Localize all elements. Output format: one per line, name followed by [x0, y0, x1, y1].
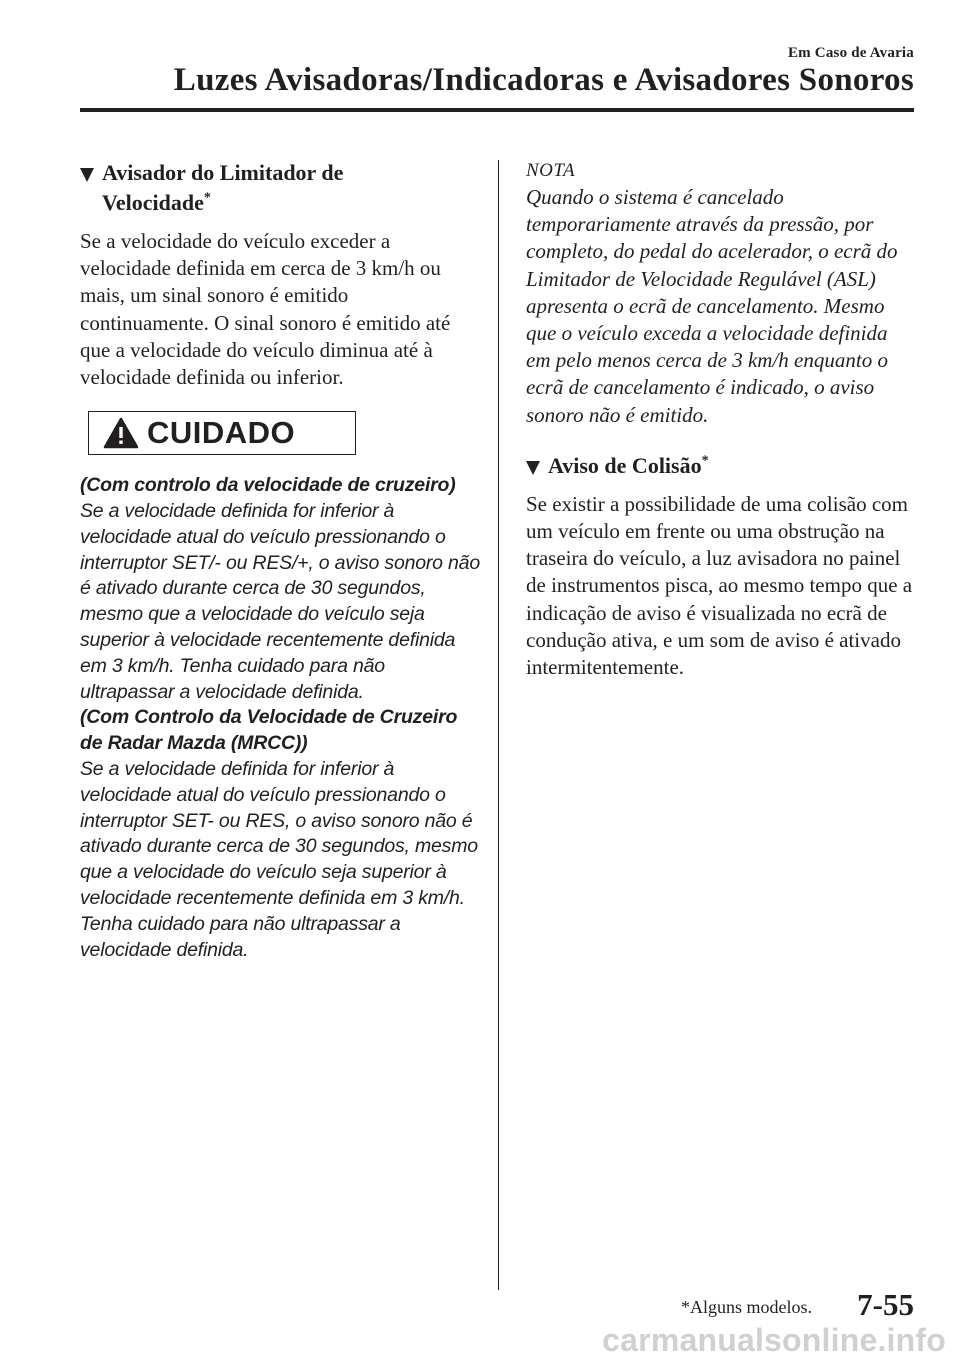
page-number: 7-55	[857, 1287, 914, 1322]
page-title: Luzes Avisadoras/Indicadoras e Avisadores Sonoros	[173, 62, 914, 98]
caution-heading-mrcc: (Com Controlo da Velocidade de Cruzeiro de Radar Mazda (MRCC))	[80, 706, 458, 755]
caution-body-mrcc: Se a velocidade definida for inferior à velocidade atual do veículo pressionando o interruptor SET- ou RES, o aviso sonoro não é ativado durante cerca de 30 segundos, mesmo que a velocidade do veículo seja superior à velocidade recentemente definida em 3 km/h. Tenha cuidado para não ultrapassar a velocidade definida.	[80, 757, 478, 961]
caution-heading-cruise: (Com controlo da velocidade de cruzeiro)	[80, 474, 456, 497]
collision-body: Se existir a possibilidade de uma colisão com um veículo em frente ou uma obstrução na traseira do veículo, a luz avisadora no painel de instrumentos pisca, ao mesmo tempo que a indicação de aviso é visualizada no ecrã de condução ativa, e um som de aviso é ativado intermitentemente.	[526, 491, 913, 680]
right-column	[526, 158, 916, 681]
heading-text: Aviso de Colisão*	[548, 452, 709, 478]
heading-text	[102, 158, 343, 218]
note-text: Quando o sistema é cancelado temporariamente através da pressão, por completo, do pedal do acelerador, o ecrã do Limitador de Velocidade Regulável (ASL) apresenta o ecrã de cancelamento. Mesmo que o veículo exceda a velocidade definida em pelo menos cerca de 3 km/h enquanto o ecrã de cancelamento é indicado, o aviso sonoro não é emitido.	[526, 185, 898, 427]
header-rule	[80, 108, 914, 112]
down-triangle-icon	[80, 168, 94, 182]
caution-label: CUIDADO	[147, 415, 296, 451]
watermark: carmanualsonline.info	[602, 1322, 946, 1358]
caution-body-cruise: Se a velocidade definida for inferior à velocidade atual do veículo pressionando o interruptor SET/- ou RES/+, o aviso sonoro não é ativado durante cerca de 30 segundos, mesmo que a velocidade do veículo seja superior à velocidade recentemente definida em 3 km/h. Tenha cuidado para não ultrapassar a velocidade definida.	[80, 500, 480, 703]
footnote-mark: *	[701, 453, 709, 469]
speed-limiter-body: Se a velocidade do veículo exceder a velocidade definida em cerca de 3 km/h ou mais, um sinal sonoro é emitido continuamente. O sinal sonoro é emitido até que a velocidade do veículo diminua até à velocidade definida ou inferior.	[80, 229, 451, 390]
caution-box	[88, 411, 356, 455]
footnote-mark: *	[203, 190, 211, 206]
heading-line2: Velocidade*	[102, 190, 211, 215]
note-label: NOTA	[526, 160, 576, 181]
column-divider	[498, 160, 499, 1290]
footnote: *Alguns modelos.	[680, 1297, 812, 1317]
warning-triangle-icon	[103, 417, 139, 449]
section-heading-collision	[526, 451, 916, 481]
caution-text	[80, 473, 480, 963]
chapter-label: Em Caso de Avaria	[787, 45, 914, 61]
down-triangle-icon	[526, 461, 540, 475]
section-heading-speed-limiter	[80, 158, 480, 218]
heading-line1: Avisador do Limitador de	[102, 160, 344, 185]
left-column	[80, 158, 480, 963]
